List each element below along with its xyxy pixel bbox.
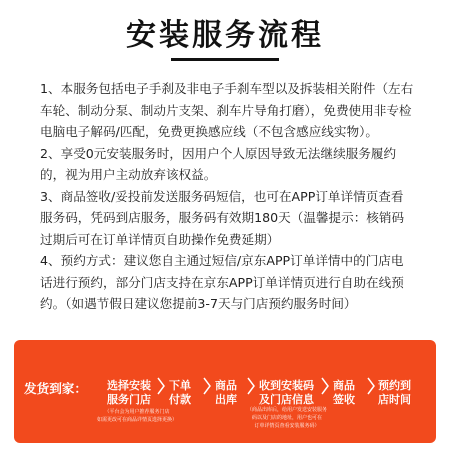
arrow-right-icon bbox=[156, 376, 166, 396]
arrow-right-icon bbox=[320, 376, 330, 396]
flow-step-receive-code: 收到安装码 及门店信息 bbox=[259, 379, 314, 406]
arrow-right-icon bbox=[366, 376, 376, 396]
term-item-3: 3、商品签收/妥投前发送服务码短信，也可在APP订单详情页查看服务码，凭码到店服务，服务码有效期180天（温馨提示：核销码过期后可在订单详情页自助操作免费延期） bbox=[40, 188, 405, 247]
term-item-4: 4、预约方式：建议您自主通过短信/京东APP订单详情中的门店电话进行预约，部分门店支持在京东APP订单详情页进行自助在线预约。（如遇节假日建议您提前3-7天与门店预约服务时间） bbox=[40, 253, 404, 311]
flow-note-code: （商品出库后，给用户发送安装服务 码以及门店的地址，用户也可在 订单详情页查看安装服务码） bbox=[246, 407, 327, 429]
flow-heading: 发货到家： bbox=[24, 381, 87, 396]
service-terms bbox=[40, 78, 414, 315]
flow-step-sign: 商品 签收 bbox=[333, 379, 355, 406]
flow-step-select-store: 选择安装 服务门店 bbox=[107, 379, 151, 406]
term-item-1: 1、本服务包括电子手刹及非电子手刹车型以及拆装相关附件（左右车轮、制动分泵、制动片支架、刹车片导角打磨），免费使用非专检电脑电子解码/匹配，免费更换感应线（不包含感应线实物）。 bbox=[40, 81, 414, 139]
flow-step-ship: 商品 出库 bbox=[215, 379, 237, 406]
process-flow-banner bbox=[14, 340, 436, 443]
arrow-right-icon bbox=[246, 376, 256, 396]
term-item-2: 2、享受0元安装服务时，因用户个人原因导致无法继续服务履约的，视为用户主动放弃该权益。 bbox=[40, 145, 397, 182]
page-title: 安装服务流程 bbox=[126, 18, 324, 53]
flow-step-pay: 下单 付款 bbox=[169, 379, 191, 406]
arrow-right-icon bbox=[202, 376, 212, 396]
flow-step-book-time: 预约到 店时间 bbox=[378, 379, 411, 406]
flow-note-store: （平台会为用户推荐服务门店 如需更改可在商品详情页选择更换） bbox=[96, 409, 177, 423]
title-underline bbox=[171, 58, 279, 61]
